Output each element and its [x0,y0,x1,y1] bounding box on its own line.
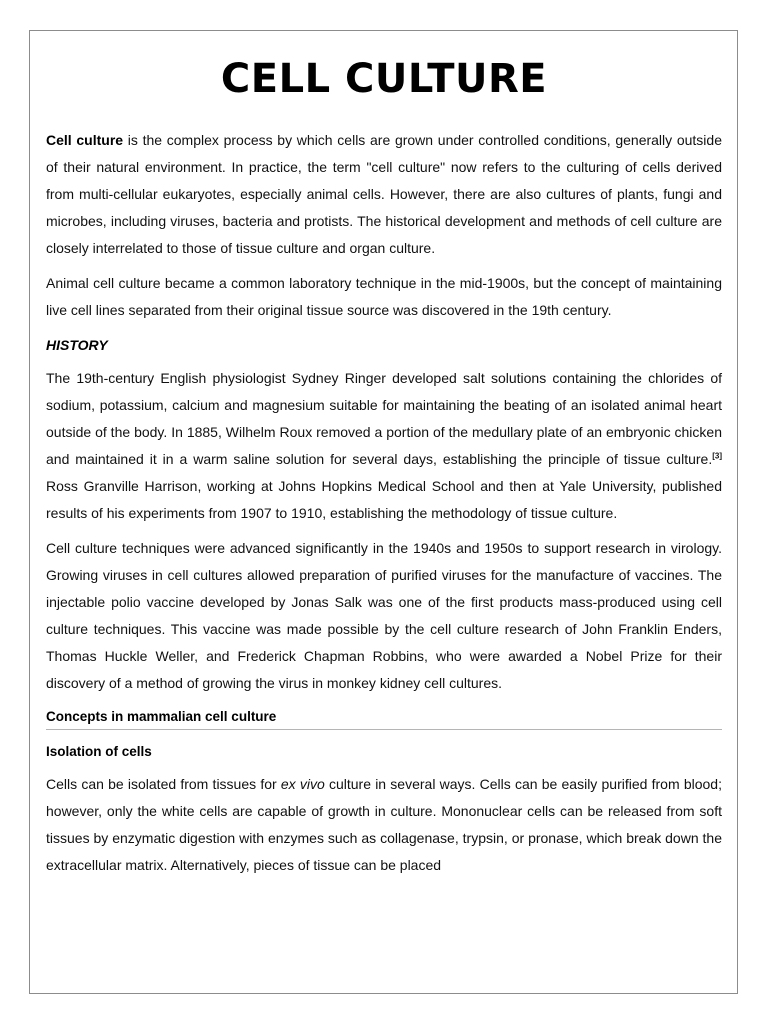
isolation-italic-term: ex vivo [280,776,325,792]
intro-text: is the complex process by which cells are grown under controlled conditions, generally outside of their natural environment. In practice, the term "cell culture" now refers to the culturing of cells derived from multi-cellular eukaryotes, especially animal cells. However, there are also cultures of plants, fungi and microbes, including viruses, bacteria and protists. The historical development and methods of cell culture are closely interrelated to those of tissue culture and organ culture. [46,132,722,256]
document-page [29,30,738,994]
history-paragraph-2: Cell culture techniques were advanced significantly in the 1940s and 1950s to support research in virology. Growing viruses in cell cultures allowed preparation of purified viruses for the manufacture of vaccines. The injectable polio vaccine developed by Jonas Salk was one of the first products mass-produced using cell culture techniques. This vaccine was made possible by the cell culture research of John Franklin Enders, Thomas Huckle Weller, and Frederick Chapman Robbins, who were awarded a Nobel Prize for their discovery of a method of growing the virus in monkey kidney cell cultures. [46,540,722,691]
document-title: CELL CULTURE [220,56,548,102]
document-content [46,53,722,887]
concepts-section-heading: Concepts in mammalian cell culture [46,705,722,730]
isolation-paragraph [46,771,722,879]
history-heading: HISTORY [46,337,108,353]
history-paragraph-1 [46,365,722,527]
history-p1-text-after: Ross Granville Harrison, working at Johns Hopkins Medical School and then at Yale University, published results of his experiments from 1907 to 1910, establishing the methodology of tissue culture. [46,478,722,521]
history-p1-text-before: The 19th-century English physiologist Sydney Ringer developed salt solutions containing the chlorides of sodium, potassium, calcium and magnesium suitable for maintaining the beating of an isolated animal heart outside of the body. In 1885, Wilhelm Roux removed a portion of the medullary plate of an embryonic chicken and maintained it in a warm saline solution for several days, establishing the principle of tissue culture. [46,370,722,467]
isolation-text-before: Cells can be isolated from tissues for [46,776,281,792]
isolation-subheading: Isolation of cells [46,744,152,759]
intro-paragraph [46,127,722,262]
intro-lead-term: Cell culture [46,132,124,148]
citation-reference[interactable]: [3] [712,451,722,461]
isolation-text-after: culture in several ways. Cells can be easily purified from blood; however, only the white cells are capable of growth in culture. Mononuclear cells can be released from soft tissues by enzymatic digestion with enzymes such as collagenase, trypsin, or pronase, which break down the extracellular matrix. Alternatively, pieces of tissue can be placed [46,776,722,873]
animal-cell-culture-paragraph: Animal cell culture became a common laboratory technique in the mid-1900s, but the concept of maintaining live cell lines separated from their original tissue source was discovered in the 19th century. [46,275,722,318]
